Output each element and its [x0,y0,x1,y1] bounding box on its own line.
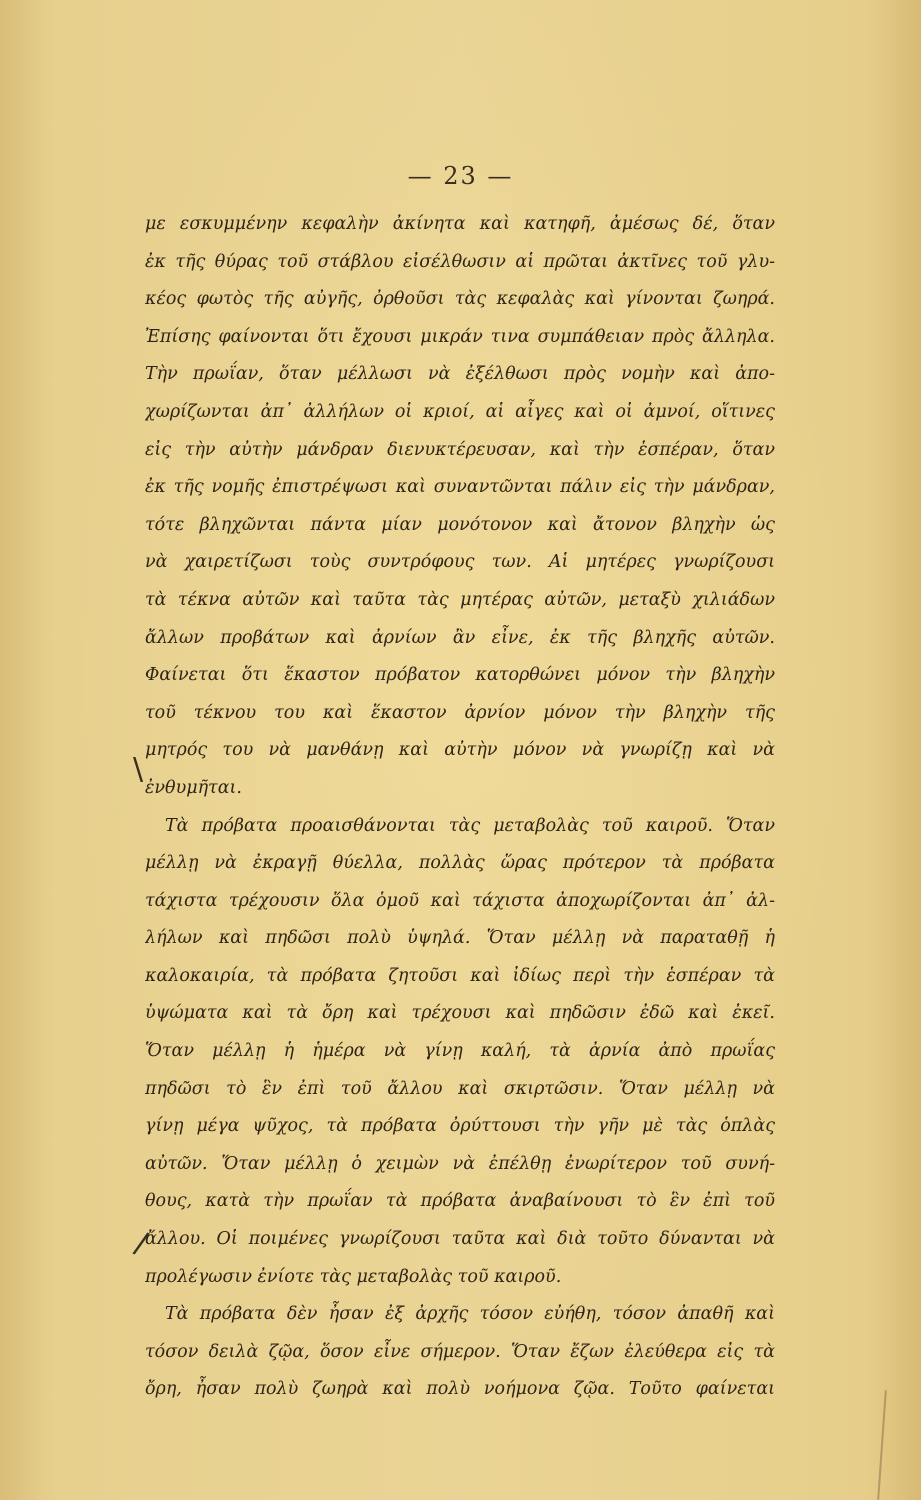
page-edge-mark [877,1390,887,1500]
text-line: Ὅταν μέλλῃ ἡ ἡμέρα νὰ γίνῃ καλή, τὰ ἀρνία ἀπὸ πρωΐας [145,1041,775,1062]
text-line: τόσον δειλὰ ζῷα, ὅσον εἶνε σήμερον. Ὅταν ἔζων ἐλεύθερα εἰς τὰ [145,1341,775,1362]
margin-mark-pencil-2: / [130,1225,152,1262]
paragraph-1 [145,206,775,808]
text-line: προλέγωσιν ἐνίοτε τὰς μεταβολὰς τοῦ καιροῦ. [145,1266,562,1287]
text-line: ἐκ τῆς θύρας τοῦ στάβλου εἰσέλθωσιν αἱ πρῶται ἀκτῖνες τοῦ γλυ- [145,251,775,272]
text-line: γίνῃ μέγα ψῦχος, τὰ πρόβατα ὀρύττουσι τὴν γῆν μὲ τὰς ὁπλὰς [145,1116,775,1137]
text-line: νὰ χαιρετίζωσι τοὺς συντρόφους των. Αἱ μητέρες γνωρίζουσι [145,552,775,573]
text-line: Τὰ πρόβατα δὲν ἦσαν ἐξ ἀρχῆς τόσον εὐήθη, τόσον ἀπαθῆ καὶ [165,1304,775,1325]
text-line: ὑψώματα καὶ τὰ ὄρη καὶ τρέχουσι καὶ πηδῶσιν ἐδῶ καὶ ἐκεῖ. [145,1003,775,1024]
text-line: ὄρη, ἦσαν πολὺ ζωηρὰ καὶ πολὺ νοήμονα ζῷα. Τοῦτο φαίνεται [145,1379,775,1400]
text-line: με εσκυμμένην κεφαλὴν ἀκίνητα καὶ κατηφῆ, ἀμέσως δέ, ὅταν [145,214,775,234]
text-line: Φαίνεται ὅτι ἕκαστον πρόβατον κατορθώνει μόνον τὴν βληχὴν [145,665,775,686]
paragraph-2 [145,808,775,1297]
text-line: θους, κατὰ τὴν πρωΐαν τὰ πρόβατα ἀναβαίνουσι τὸ ἓν ἐπὶ τοῦ [145,1191,775,1212]
text-line: εἰς τὴν αὐτὴν μάνδραν διενυκτέρευσαν, καὶ τὴν ἑσπέραν, ὅταν [145,439,775,460]
text-line: τὰ τέκνα αὐτῶν καὶ ταῦτα τὰς μητέρας αὐτῶν, μεταξὺ χιλιάδων [145,589,775,610]
text-line: αὐτῶν. Ὅταν μέλλῃ ὁ χειμὼν νὰ ἐπέλθῃ ἐνωρίτερον τοῦ συνή- [145,1153,775,1174]
text-line: Ἐπίσης φαίνονται ὅτι ἔχουσι μικράν τινα συμπάθειαν πρὸς ἄλληλα. [145,326,775,347]
text-line: κέος φωτὸς τῆς αὐγῆς, ὀρθοῦσι τὰς κεφαλὰς καὶ γίνονται ζωηρά. [145,289,775,310]
text-line: πηδῶσι τὸ ἓν ἐπὶ τοῦ ἄλλου καὶ σκιρτῶσιν. Ὅταν μέλλῃ νὰ [145,1078,775,1099]
text-line: Τὴν πρωΐαν, ὅταν μέλλωσι νὰ ἐξέλθωσι πρὸς νομὴν καὶ ἀπο- [145,364,775,385]
text-line: χωρίζωνται ἀπ᾿ ἀλλήλων οἱ κριοί, αἱ αἶγες καὶ οἱ ἀμνοί, οἵτινες [145,401,775,422]
text-line: λήλων καὶ πηδῶσι πολὺ ὑψηλά. Ὅταν μέλλῃ νὰ παραταθῇ ἡ [145,928,775,949]
text-line: ἐνθυμῆται. [145,777,242,798]
page-number: — 23 — [407,162,514,190]
text-line: μητρός του νὰ μανθάνῃ καὶ αὐτὴν μόνον νὰ γνωρίζῃ καὶ νὰ [145,740,775,761]
text-line: Τὰ πρόβατα προαισθάνονται τὰς μεταβολὰς τοῦ καιροῦ. Ὅταν [165,815,775,836]
text-line: τοῦ τέκνου του καὶ ἕκαστον ἀρνίον μόνον τὴν βληχὴν τῆς [145,702,775,723]
text-line: καλοκαιρία, τὰ πρόβατα ζητοῦσι καὶ ἰδίως περὶ τὴν ἑσπέραν τὰ [145,965,775,986]
text-line: τάχιστα τρέχουσιν ὅλα ὁμοῦ καὶ τάχιστα ἀποχωρίζονται ἀπ᾿ ἀλ- [145,890,775,911]
text-line: μέλλῃ νὰ ἐκραγῇ θύελλα, πολλὰς ὥρας πρότερον τὰ πρόβατα [145,853,775,874]
paragraph-3 [145,1296,775,1409]
text-line: ἄλλων προβάτων καὶ ἀρνίων ἂν εἶνε, ἐκ τῆς βληχῆς αὐτῶν. [145,627,775,648]
margin-mark-pencil: \ [133,752,144,787]
text-line: ἄλλου. Οἱ ποιμένες γνωρίζουσι ταῦτα καὶ διὰ τοῦτο δύνανται νὰ [145,1229,775,1250]
text-line: ἐκ τῆς νομῆς ἐπιστρέψωσι καὶ συναντῶνται πάλιν εἰς τὴν μάνδραν, [145,477,775,498]
text-line: τότε βληχῶνται πάντα μίαν μονότονον καὶ ἄτονον βληχὴν ὡς [145,514,775,535]
body-text [145,206,775,1409]
